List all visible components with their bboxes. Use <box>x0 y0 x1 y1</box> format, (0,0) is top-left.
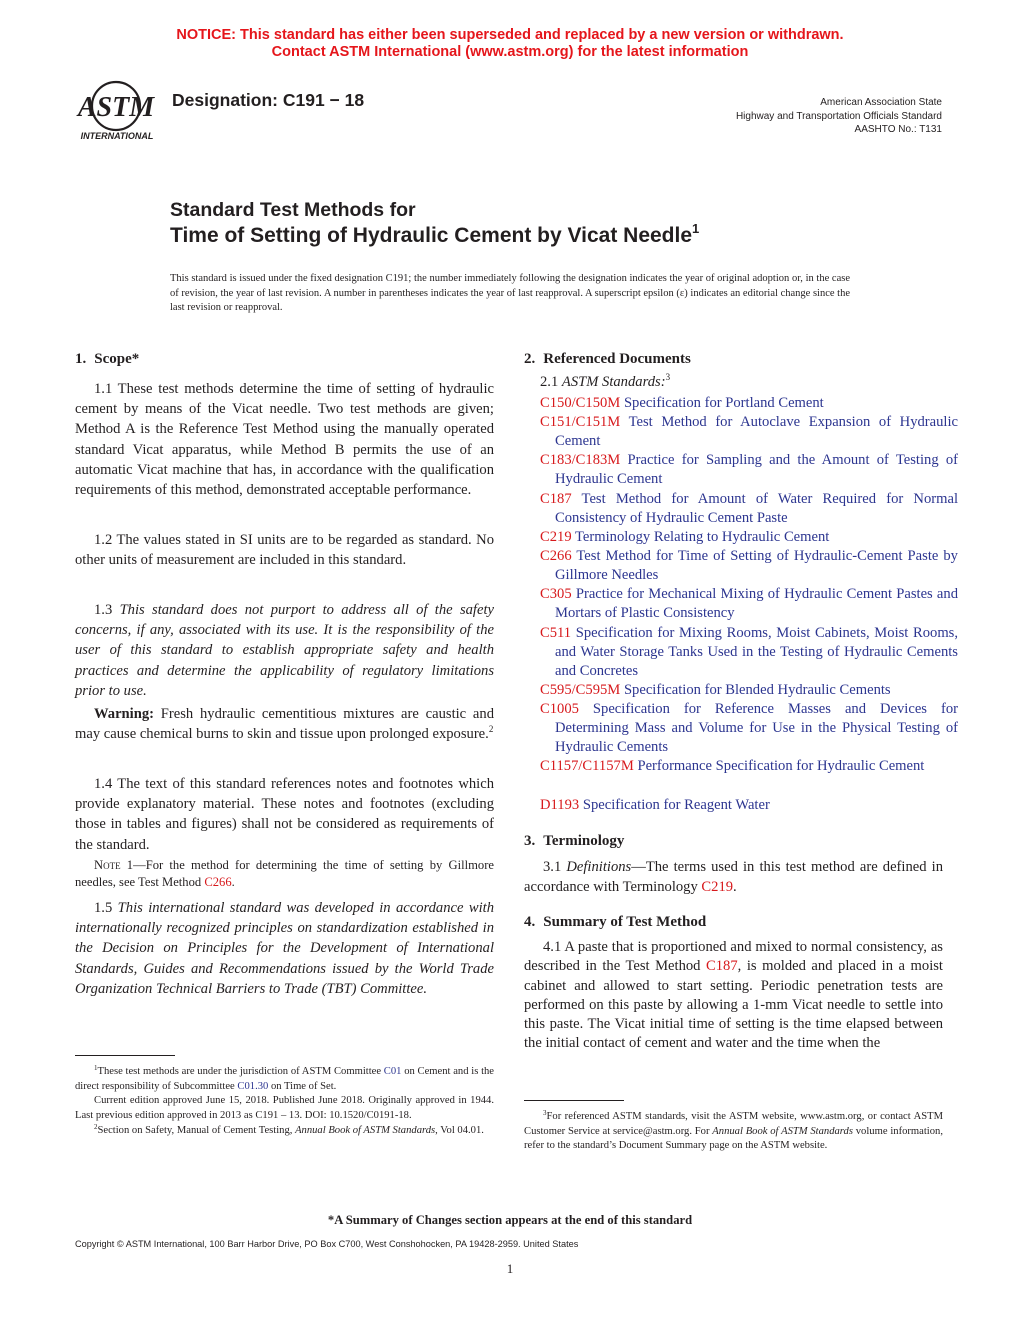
ref-title[interactable]: Performance Specification for Hydraulic Cement <box>637 758 925 774</box>
subsection-label: ASTM Standards: <box>561 374 666 390</box>
ref-title[interactable]: Test Method for Time of Setting of Hydraulic-Cement Paste by Gillmore Needles <box>555 548 958 584</box>
ref-item[interactable] <box>540 451 958 489</box>
page-number: 1 <box>506 1261 514 1276</box>
note-link-c266[interactable]: C266 <box>204 875 232 889</box>
footnote-marker: 2 <box>94 1122 98 1131</box>
issued-note: This standard is issued under the fixed designation C191; the number immediately following the designation indicates the year of original adoption or, in the case of revision, the year of last revision. A number in parentheses indicates the year of last reapproval. A superscript epsilon (ε) indicates an editorial change since the last revision or reapproval. <box>170 273 850 314</box>
footnote-text: volume information, refer to the standard’s Document Summary page on the ASTM website. <box>524 1125 943 1152</box>
link-c01[interactable]: C01 <box>383 1066 402 1077</box>
ref-title[interactable]: Test Method for Amount of Water Required for Normal Consistency of Hydraulic Cement Paste <box>555 491 958 527</box>
section-number: 2. <box>524 351 536 367</box>
ref-item[interactable] <box>540 528 958 547</box>
withdrawal-notice <box>0 27 1020 61</box>
section-1-heading <box>75 349 494 369</box>
paragraph-text: —The terms used in this test method are defined in accordance with Terminology <box>524 859 943 896</box>
ref-item[interactable] <box>540 394 958 413</box>
paragraph-number: 1.3 <box>94 602 113 618</box>
paragraph-number: 1.5 <box>94 900 113 916</box>
warning-text: Fresh hydraulic cementitious mixtures are caustic and may cause chemical burns to skin and tissue upon prolonged exposure. <box>75 706 494 743</box>
title-main: Time of Setting of Hydraulic Cement by Vicat Needle <box>170 224 693 247</box>
summary-of-changes-note: *A Summary of Changes section appears at the end of this standard <box>327 1213 693 1227</box>
ref-code[interactable]: C1005 <box>540 701 579 717</box>
ref-code[interactable]: C187 <box>540 491 572 507</box>
footnote-3 <box>524 1110 943 1154</box>
title-line-2 <box>170 221 700 248</box>
ref-code[interactable]: C219 <box>540 529 572 545</box>
paragraph-1-3 <box>75 600 494 701</box>
paragraph-text: This international standard was developed in accordance with internationally recognized principles on standardization established in the Decision on Principles for the Development of International Standards, Guides and Recommendations issued by the World Trade Organization Technical Barriers to Trade (TBT) Committee. <box>75 900 495 997</box>
ref-title[interactable]: Specification for Portland Cement <box>623 395 824 411</box>
ref-item[interactable] <box>540 490 958 528</box>
ref-title[interactable]: Terminology Relating to Hydraulic Cement <box>575 529 830 545</box>
aashto-line-1: American Association State <box>820 97 942 108</box>
footnote-text: These test methods are under the jurisdiction of ASTM Committee <box>97 1066 384 1077</box>
ref-code[interactable]: C151/C151M <box>540 414 621 430</box>
subsection-number: 2.1 <box>540 374 559 390</box>
footnote-text: , Vol 04.01. <box>435 1124 484 1136</box>
section-title: Terminology <box>543 833 625 849</box>
ref-title[interactable]: Specification for Blended Hydraulic Cements <box>623 682 891 698</box>
paragraph-text: , is molded and placed in a moist cabinet and allowed to start setting. Periodic penetration tests are performed on this paste by allowing a 1-mm Vicat needle to settle into this paste. The Vicat initial time of setting is the time elapsed between the initial contact of cement and water and the time when the <box>524 958 943 1052</box>
footnote-marker: 3 <box>665 372 671 382</box>
footnote-text: on Time of Set. <box>268 1080 337 1092</box>
section-3-heading <box>524 831 943 851</box>
section-number: 3. <box>524 833 536 849</box>
footnote-text: on Cement and is the direct responsibility of Subcommittee <box>75 1066 495 1092</box>
footnote-1-edition: Current edition approved June 15, 2018. Published June 2018. Originally approved in 1944. Last previous edition approved in 2013 as C191 – 13. DOI: 10.1520/C0191-18. <box>75 1095 494 1122</box>
scope-1-5 <box>75 898 494 999</box>
ref-item[interactable] <box>540 547 958 585</box>
ref-title[interactable]: Practice for Sampling and the Amount of Testing of Hydraulic Cement <box>555 452 958 488</box>
footnote-marker: 1 <box>94 1064 98 1072</box>
paragraph-1-1: 1.1 These test methods determine the time of setting of hydraulic cement by means of the Vicat needle. Two test methods are given; Method A is the Reference Test Method using the manually operated standard Vicat apparatus, while Method B permits the use of an automatic Vicat machine that has, in accordance with the qualification requirements of this method, demonstrated acceptable performance. <box>75 381 494 499</box>
link-c187[interactable]: C187 <box>706 958 738 975</box>
title-line-1: Standard Test Methods for <box>170 199 416 221</box>
ref-title[interactable]: Specification for Reagent Water <box>582 797 770 813</box>
paragraph-1-4: 1.4 The text of this standard references notes and footnotes which provide explanatory material. These notes and footnotes (excluding those in tables and figures) shall not be considered as requirements of the standard. <box>75 776 494 853</box>
link-c219[interactable]: C219 <box>701 879 734 896</box>
copyright: Copyright © ASTM International, 100 Barr Harbor Drive, PO Box C700, West Conshohocken, PA 19428-2959. United States <box>75 1239 579 1249</box>
ref-title[interactable]: Specification for Mixing Rooms, Moist Cabinets, Moist Rooms, and Water Storage Tanks Used in the Testing of Hydraulic Cements and Concretes <box>555 625 958 680</box>
ref-code[interactable]: C1157/C1157M <box>540 758 634 774</box>
ref-title[interactable]: Specification for Reference Masses and Devices for Determining Mass and Volume for Use in the Physical Testing of Hydraulic Cements <box>555 701 958 756</box>
footnotes-left <box>75 1065 494 1139</box>
ref-item[interactable] <box>540 757 958 776</box>
section-4-heading <box>524 912 943 932</box>
paragraph-end: . <box>733 879 737 896</box>
ref-code[interactable]: C595/C595M <box>540 682 621 698</box>
link-c01-30[interactable]: C01.30 <box>237 1080 269 1092</box>
footnote-italic: Annual Book of ASTM Standards <box>712 1125 853 1137</box>
ref-item[interactable] <box>540 585 958 623</box>
footnote-marker: 3 <box>543 1109 547 1117</box>
ref-item[interactable] <box>540 624 958 681</box>
astm-logo <box>72 72 162 144</box>
ref-item[interactable] <box>540 681 958 700</box>
section-number: 4. <box>524 914 536 930</box>
logo-subtext: INTERNATIONAL <box>80 131 154 141</box>
footnote-text: For referenced ASTM standards, visit the ASTM website, www.astm.org, or contact ASTM Customer Service at service@astm.org. For <box>524 1111 943 1137</box>
section-number: 1. <box>75 351 87 367</box>
scope-1-1 <box>75 379 494 500</box>
astm-logo-mark <box>72 72 162 144</box>
ref-code[interactable]: D1193 <box>540 797 580 813</box>
warning-paragraph <box>75 704 494 744</box>
aashto-reference <box>736 96 942 137</box>
paragraph-4-1 <box>524 938 943 1054</box>
note-text: —For the method for determining the time of setting by Gillmore needles, see Test Method <box>75 858 494 889</box>
definitions-label: Definitions <box>566 859 632 875</box>
paragraph-number: 3.1 <box>543 859 562 875</box>
aashto-line-3: AASHTO No.: T131 <box>854 124 942 135</box>
footnote-text: Section on Safety, Manual of Cement Testing, <box>97 1124 296 1136</box>
footnote-rule-left <box>75 1055 175 1056</box>
ref-title[interactable]: Practice for Mechanical Mixing of Hydraulic Cement Pastes and Mortars of Plastic Consistency <box>555 586 959 622</box>
footnote-marker: 2 <box>488 724 494 735</box>
scope-1-3 <box>75 600 494 701</box>
designation: Designation: C191 − 18 <box>172 90 365 110</box>
ref-code[interactable]: C305 <box>540 586 572 602</box>
section-title: Referenced Documents <box>543 351 691 367</box>
note-paragraph <box>75 857 494 891</box>
scope-1-2 <box>75 530 494 570</box>
terminology-3-1 <box>524 857 943 897</box>
paragraph-1-2: 1.2 The values stated in SI units are to be regarded as standard. No other units of measurement are included in this standard. <box>75 532 494 569</box>
section-2-heading <box>524 349 943 369</box>
note-label: Note 1 <box>94 858 134 872</box>
paragraph-1-5 <box>75 898 494 999</box>
ref-code[interactable]: C511 <box>540 625 572 641</box>
logo-letters: ASTM <box>77 92 155 123</box>
warning-label: Warning: <box>94 706 155 722</box>
title-footnote-marker: 1 <box>692 221 700 236</box>
section-title: Summary of Test Method <box>543 914 707 930</box>
notice-line-1: NOTICE: This standard has either been superseded and replaced by a new version or withdrawn. <box>176 27 844 43</box>
ref-code[interactable]: C266 <box>540 548 572 564</box>
ref-title[interactable]: Test Method for Autoclave Expansion of Hydraulic Cement <box>555 414 959 450</box>
ref-code[interactable]: C183/C183M <box>540 452 621 468</box>
astm-standards-label <box>540 374 670 391</box>
footnote-1 <box>75 1065 494 1094</box>
note-end: . <box>231 875 235 889</box>
section-title: Scope* <box>94 351 140 367</box>
footnote-rule-right <box>524 1100 624 1101</box>
paragraph-text: This standard does not purport to address all of the safety concerns, if any, associated with its use. It is the responsibility of the user of this standard to establish appropriate safety and health practices and determine the applicability of regulatory limitations prior to use. <box>75 602 494 699</box>
ref-code[interactable]: C150/C150M <box>540 395 621 411</box>
note-1 <box>75 857 494 891</box>
paragraph-3-1 <box>524 857 943 897</box>
warning <box>75 704 494 744</box>
footnote-italic: Annual Book of ASTM Standards <box>295 1124 436 1136</box>
aashto-line-2: Highway and Transportation Officials Standard <box>735 110 942 122</box>
ref-item[interactable] <box>540 700 958 757</box>
summary-4-1 <box>524 938 943 1054</box>
footnote-3-text <box>524 1110 943 1154</box>
scope-1-4 <box>75 774 494 855</box>
notice-line-2: Contact ASTM International (www.astm.org) for the latest information <box>271 44 749 60</box>
ref-item[interactable] <box>540 413 958 451</box>
paragraph-text: 4.1 A paste that is proportioned and mixed to normal consistency, as described in the Test Method <box>524 939 943 975</box>
footnote-2 <box>75 1124 494 1139</box>
ref-item[interactable] <box>540 796 958 815</box>
